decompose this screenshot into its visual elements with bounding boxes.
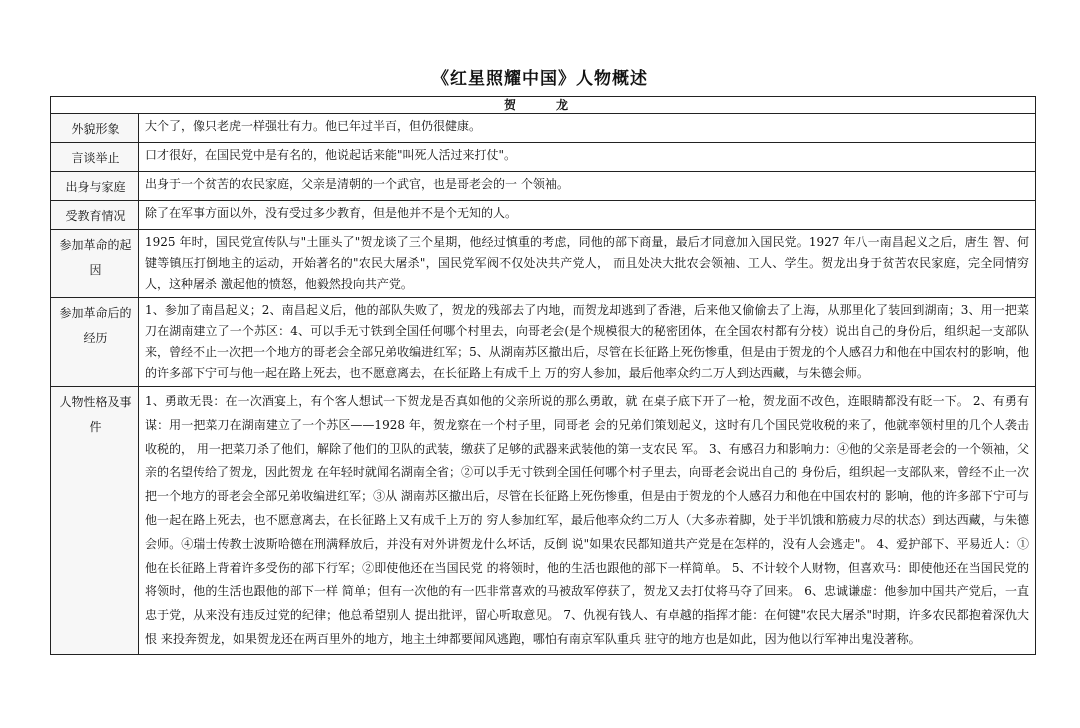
subject-name: 贺 龙 xyxy=(51,97,1036,114)
row-content: 除了在军事方面以外，没有受过多少教育，但是他并不是个无知的人。 xyxy=(139,201,1036,230)
row-content: 口才很好，在国民党中是有名的，他说起话来能"叫死人活过来打仗"。 xyxy=(139,143,1036,172)
row-content: 1、勇敢无畏：在一次酒宴上，有个客人想试一下贺龙是否真如他的父亲所说的那么勇敢，就 在桌子底下开了一枪，贺龙面不改色，连眼睛都没有眨一下。 2、有勇有谋：用一把菜刀在湖南建立了一个苏区——1928 年，贺龙察在一个村子里，同哥老 会的兄弟们策划起义，这时有几个国民党收税的来了，他就率领村里的几个人袭击收税的， 用一把菜刀杀了他们，解除了他们的卫队的武装，缴获了足够的武器来武装他的第一支农民 军。 3、有感召力和影响力：④他的父亲是哥老会的一个领袖，父亲的名望传给了贺龙，因此贺龙 在年轻时就闻名湖南全省；②可以手无寸铁到全国任何哪个村子里去，向哥老会说出自己的 身份后，组织起一支部队来，曾经不止一次把一个地方的哥老会全部兄弟收编进红军；③从 湖南苏区撤出后，尽管在长征路上死伤惨重，但是由于贺龙的个人感召力和他在中国农村的 影响，他的许多部下宁可与他一起在路上死去，也不愿意离去，在长征路上又有成千上万的 穷人参加红军，最后他率众约二万人（大多赤着脚，处于半饥饿和筋疲力尽的状态）到达西藏，与朱德会师。④瑞士传教士波斯哈德在刑满释放后，并没有对外讲贺龙什么坏话，反倒 说"如果农民都知道共产党是在怎样的，没有人会逃走"。 4、爱护部下、平易近人：①他在长征路上背着许多受伤的部下行军；②即使他还在当国民党 的将领时，他的生活也跟他的部下一样简单。 5、不计较个人财物，但喜欢马：即使他还在当国民党的将领时，他的生活也跟他的部下一样 简单；但有一次他的有一匹非常喜欢的马被敌军停获了，贺龙又去打仗将马夺了回来。 6、忠诚谦虚：他参加中国共产党后，一直忠于党，从来没有违反过党的纪律；他总希望别人 提出批评，留心听取意见。 7、仇视有钱人、有卓越的指挥才能：在何键"农民大屠杀"时期，许多农民都抱着深仇大恨 来投奔贺龙，如果贺龙还在两百里外的地方，地主土绅都要闻风逃跑，哪怕有南京军队重兵 驻守的地方也是如此，因为他以行军神出鬼没著称。 xyxy=(139,387,1036,655)
table-row xyxy=(51,143,1036,172)
table-row xyxy=(51,114,1036,143)
row-content: 1、参加了南昌起义；2、南昌起义后，他的部队失败了，贺龙的残部去了内地，而贺龙却逃到了香港，后来他又偷偷去了上海，从那里化了装回到湖南；3、用一把菜刀在湖南建立了一个苏区：4、可以手无寸铁到全国任何哪个村里去，向哥老会(是个规模很大的秘密团体，在全国农村都有分枝）说出自己的身份后，组织起一支部队来，曾经不止一次把一个地方的哥老会全部兄弟收编进红军；5、从湖南苏区撤出后，尽管在长征路上死伤惨重，但是由于贺龙的个人感召力和他在中国农村的影响，他的许多部下宁可与他一起在路上死去，也不愿意离去，在长征路上有成千上 万的穷人参加，最后他率众约二万人到达西藏，与朱德会师。 xyxy=(139,298,1036,387)
table-row xyxy=(51,230,1036,298)
row-content: 大个了，像只老虎一样强壮有力。他已年过半百，但仍很健康。 xyxy=(139,114,1036,143)
row-label: 参加革命的起因 xyxy=(51,230,139,298)
table-header-row xyxy=(51,97,1036,114)
row-label: 言谈举止 xyxy=(51,143,139,172)
row-label: 受教育情况 xyxy=(51,201,139,230)
row-label: 出身与家庭 xyxy=(51,172,139,201)
row-content: 1925 年时，国民党宣传队与"土匪头了"贺龙谈了三个星期，他经过慎重的考虑，同他的部下商量，最后才同意加入国民党。1927 年八一南昌起义之后，唐生 智、何键等镇压打倒地主的运动，开始著名的"农民大屠杀"，国民党军阀不仅处决共产党人， 而且处决大批农会领袖、工人、学生。贺龙出身于贫苦农民家庭，完全同情穷人，这种屠杀 激起他的愤怒，他毅然投向共产党。 xyxy=(139,230,1036,298)
page-title: 《红星照耀中国》人物概述 xyxy=(432,69,648,89)
profile-table xyxy=(50,96,1036,655)
row-label: 外貌形象 xyxy=(51,114,139,143)
row-label: 人物性格及事件 xyxy=(51,387,139,655)
row-content: 出身于一个贫苦的农民家庭，父亲是清朝的一个武官，也是哥老会的一 个领袖。 xyxy=(139,172,1036,201)
row-label: 参加革命后的经历 xyxy=(51,298,139,387)
table-row xyxy=(51,172,1036,201)
table-row xyxy=(51,387,1036,655)
table-row xyxy=(51,201,1036,230)
table-row xyxy=(51,298,1036,387)
